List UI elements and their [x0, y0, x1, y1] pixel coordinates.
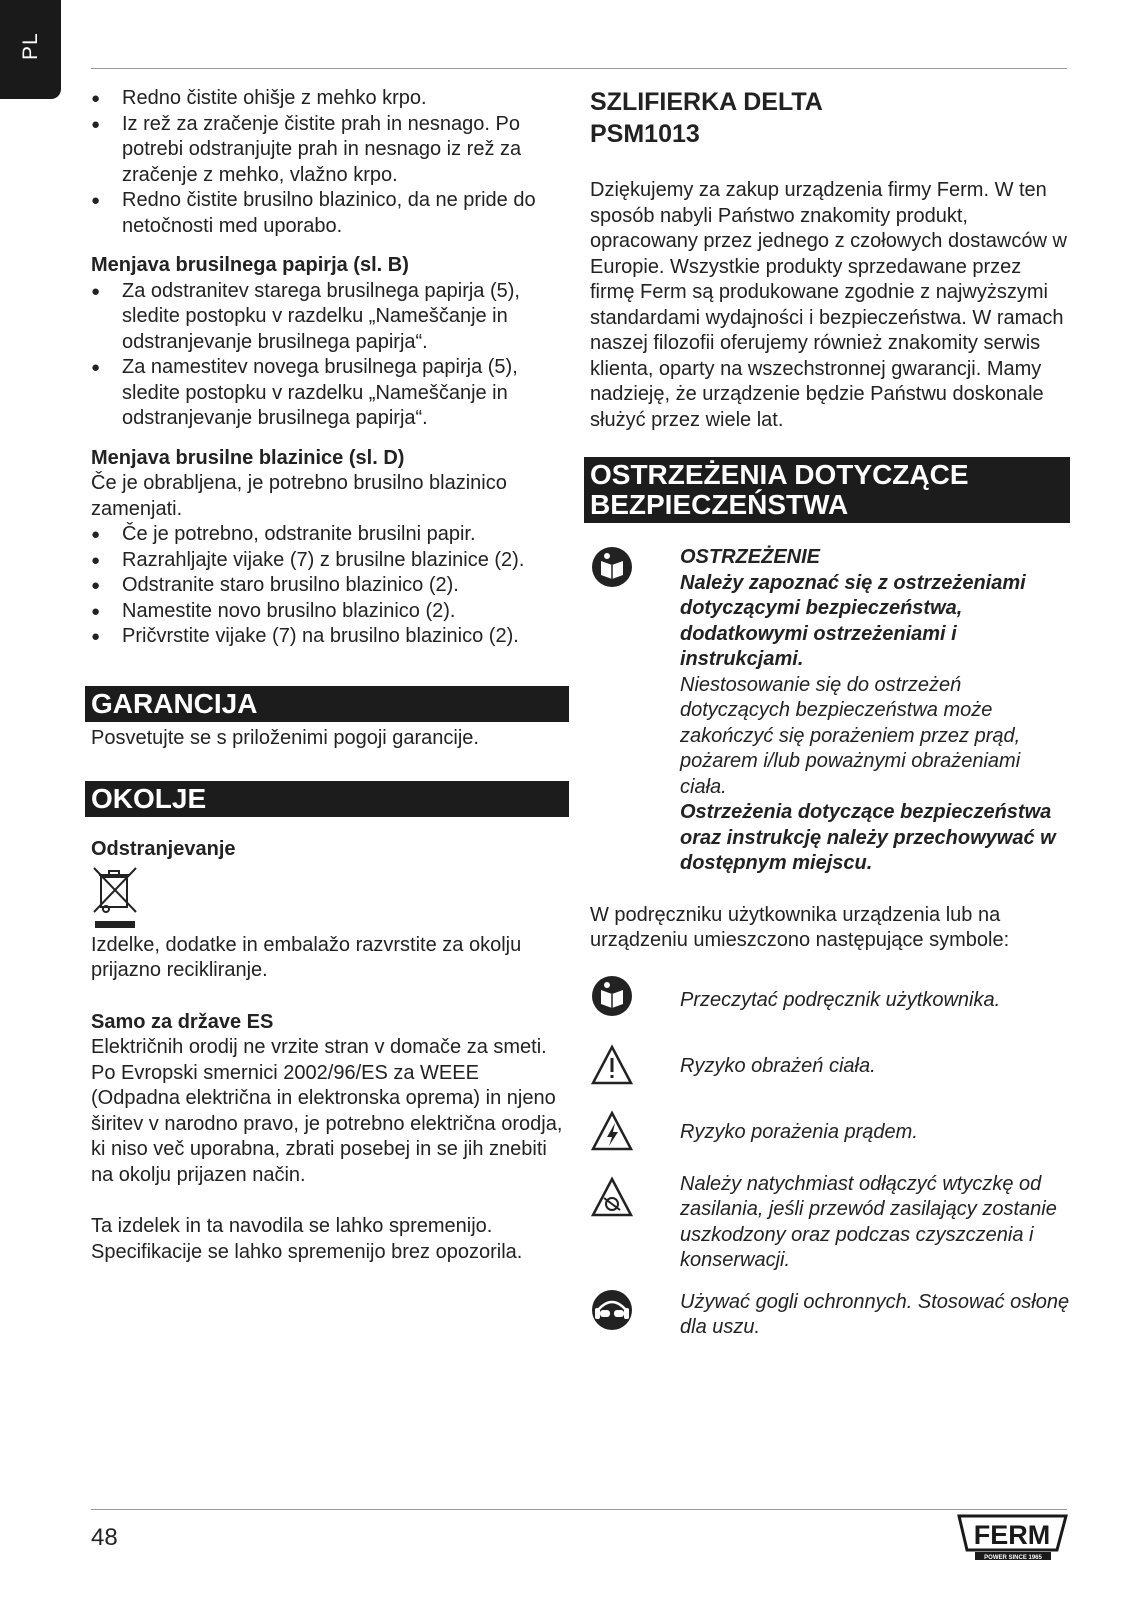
list-item: ● Namestite novo brusilno blazinico (2). [91, 599, 569, 625]
change-notice: Ta izdelek in ta navodila se lahko spremenijo. Specifikacije se lahko spremenijo brez opozorila. [91, 1215, 523, 1263]
disposal-text: Izdelke, dodatke in embalažo razvrstite za okolju prijazno recikliranje. [91, 933, 522, 981]
list-item: ● Za odstranitev starega brusilnega papirja (5), sledite postopku v razdelku „Nameščanje in odstranjevanje brusilnega papirja“. [91, 279, 569, 356]
list-item: ● Odstranite staro brusilno blazinico (2). [91, 573, 569, 599]
list-item: ● Redno čistite ohišje z mehko krpo. [91, 86, 569, 112]
read-manual-icon [590, 545, 634, 597]
symbol-text: Należy natychmiast odłączyć wtyczkę od zasilania, jeśli przewód zasilający zostanie uszkodzony oraz podczas czyszczenia i konserwacji. [680, 1172, 1057, 1271]
environment-section-title: OKOLJE [85, 781, 569, 817]
symbol-row [590, 1290, 1070, 1350]
warning-block [590, 545, 1070, 877]
warning-keep-text: Ostrzeżenia dotyczące bezpieczeństwa oraz instrukcję należy przechowywać w dostępnym miejscu. [680, 801, 1056, 874]
pad-heading: Menjava brusilne blazinice (sl. D) [91, 446, 405, 469]
list-item: ● Če je potrebno, odstranite brusilni papir. [91, 522, 569, 548]
right-column [590, 86, 1070, 1350]
eu-text: Električnih orodij ne vrzite stran v domače za smeti. Po Evropski smernici 2002/96/ES za WEEE (Odpadna električna in elektronska oprema) in njeno širitev v narodno pravo, je potrebno električna orodja, ki niso več uporabna, zbrati posebej in se jih znebiti na okolju prijazen način. [91, 1036, 563, 1186]
product-title: SZLIFIERKA DELTA [590, 88, 823, 116]
product-model: PSM1013 [590, 120, 700, 148]
symbols-intro: W podręczniku użytkownika urządzenia lub na urządzeniu umieszczono następujące symbole: [590, 903, 1010, 951]
warranty-section-title: GARANCIJA [85, 686, 569, 722]
goggles-earmuffs-icon [590, 1288, 634, 1340]
logo-text: FERM [973, 1520, 1051, 1550]
disposal-heading: Odstranjevanje [91, 838, 236, 860]
warranty-text: Posvetujte se s priloženimi pogoji garancije. [91, 726, 479, 749]
safety-section-title: OSTRZEŻENIA DOTYCZĄCE BEZPIECZEŃSTWA [584, 457, 1070, 523]
eu-heading: Samo za države ES [91, 1010, 274, 1033]
page-number: 48 [91, 1524, 118, 1551]
unplug-warning-icon [590, 1176, 634, 1226]
electric-shock-icon [590, 1110, 634, 1160]
list-item: ● Iz rež za zračenje čistite prah in nesnago. Po potrebi odstranjujte prah in nesnago iz rež za zračenje z mehko, vlažno krpo. [91, 112, 569, 189]
warning-label: OSTRZEŻENIE [680, 546, 821, 568]
list-item: ● Redno čistite brusilno blazinico, da ne pride do netočnosti med uporabo. [91, 188, 569, 239]
weee-bin-icon [91, 865, 139, 929]
injury-warning-icon [590, 1044, 634, 1094]
symbol-row [590, 1172, 1070, 1290]
symbol-text: Ryzyko obrażeń ciała. [680, 1054, 876, 1077]
list-item: ● Za namestitev novega brusilnega papirja (5), sledite postopku v razdelku „Nameščanje in odstranjevanje brusilnega papirja“. [91, 355, 569, 432]
symbol-row [590, 978, 1070, 1044]
symbol-text: Przeczytać podręcznik użytkownika. [680, 988, 1001, 1011]
bottom-rule [91, 1509, 1067, 1510]
ferm-logo [955, 1514, 1068, 1562]
symbol-text: Używać gogli ochronnych. Stosować osłonę dla uszu. [680, 1290, 1070, 1338]
paper-heading: Menjava brusilnega papirja (sl. B) [91, 254, 409, 276]
symbol-text: Ryzyko porażenia prądem. [680, 1120, 918, 1143]
pad-text: Če je obrabljena, je potrebno brusilno blazinico zamenjati. [91, 472, 507, 520]
symbol-row [590, 1110, 1070, 1172]
top-rule [91, 68, 1067, 69]
left-column [91, 86, 569, 1265]
language-tab [0, 0, 61, 99]
symbol-row [590, 1044, 1070, 1110]
intro-text: Dziękujemy za zakup urządzenia firmy Ferm. W ten sposób nabyli Państwo znakomity produkt, opracowany przez jednego z czołowych dostawców w Europie. Wszystkie produkty sprzedawane przez firmę Ferm są produkowane zgodnie z najwyższymi standardami wydajności i bezpieczeństwa. W ramach naszej filozofii oferujemy również znakomity serwis klienta, oparty na wszechstronnej gwarancji. Mamy nadzieję, że urządzenie będzie Państwu doskonale służyć przez wiele lat. [590, 179, 1067, 431]
read-manual-icon [590, 974, 634, 1026]
list-item: ● Pričvrstite vijake (7) na brusilno blazinico (2). [91, 624, 569, 650]
logo-tagline: POWER SINCE 1965 [984, 1555, 1042, 1561]
paper-list [91, 279, 569, 432]
language-label: PL [19, 32, 42, 60]
pad-list [91, 522, 569, 650]
warning-italic-text: Niestosowanie się do ostrzeżeń dotyczących bezpieczeństwa może zakończyć się porażeniem przez prąd, pożarem i/lub poważnymi obrażeniami ciała. [680, 673, 1021, 798]
list-item: ● Razrahljajte vijake (7) z brusilne blazinice (2). [91, 548, 569, 574]
cleaning-list [91, 86, 569, 239]
warning-bold-text: Należy zapoznać się z ostrzeżeniami dotyczącymi bezpieczeństwa, dodatkowymi ostrzeżeniami i instrukcjami. [680, 571, 1026, 670]
